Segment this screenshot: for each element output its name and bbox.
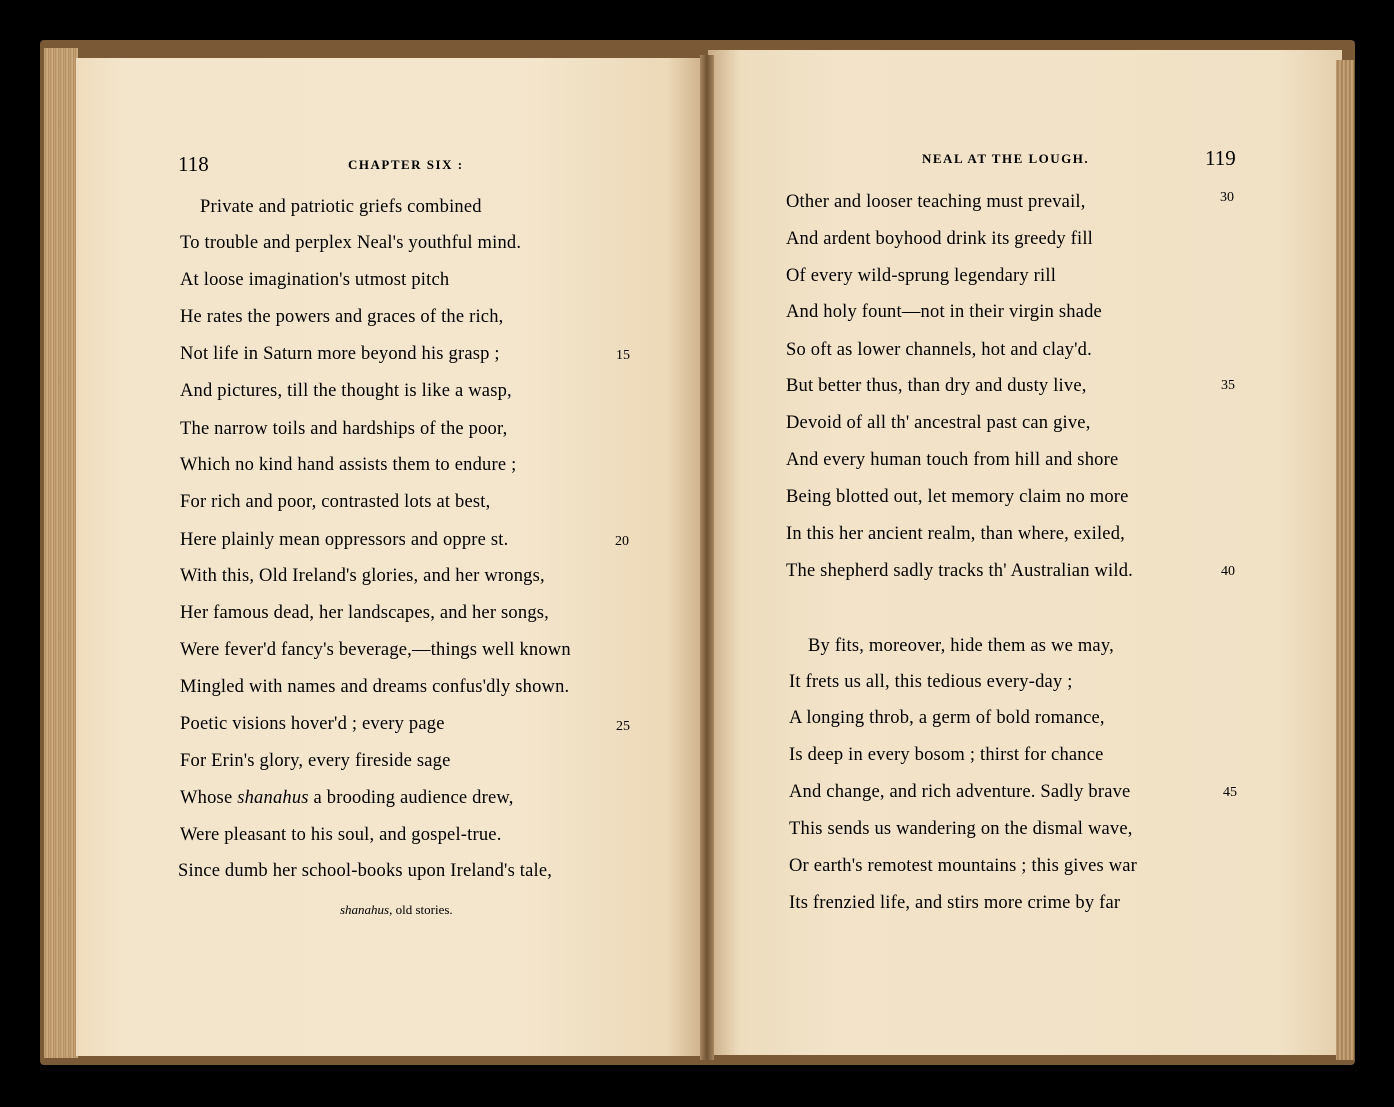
poem-line: To trouble and perplex Neal's youthful mind. (180, 233, 522, 253)
poem-line: Being blotted out, let memory claim no more (786, 487, 1129, 507)
poem-line: And holy fount—not in their virgin shade (786, 302, 1102, 322)
poem-line: A longing throb, a germ of bold romance, (789, 708, 1105, 728)
footnote-text: old stories. (395, 902, 453, 917)
line-number: 45 (1223, 785, 1237, 800)
poem-line: And pictures, till the thought is like a wasp, (180, 381, 512, 401)
poem-line: And ardent boyhood drink its greedy fill (786, 229, 1094, 249)
poem-line: Devoid of all th' ancestral past can give, (786, 413, 1091, 433)
page-number-right: 119 (1205, 146, 1236, 170)
poem-line: So oft as lower channels, hot and clay'd. (786, 340, 1092, 360)
poem-line: Poetic visions hover'd ; every page (180, 714, 445, 734)
page-number-left: 118 (178, 152, 209, 176)
footnote-term: shanahus, (340, 902, 393, 917)
poem-line-end: a brooding audience drew, (313, 788, 514, 808)
poem-line: Her famous dead, her landscapes, and her songs, (180, 603, 550, 623)
poem-line: This sends us wandering on the dismal wave, (789, 819, 1133, 839)
page-edges-left (44, 48, 78, 1058)
page-edges-right (1336, 60, 1354, 1060)
poem-line: Is deep in every bosom ; thirst for chance (789, 745, 1104, 765)
poem-line: Were pleasant to his soul, and gospel-true. (180, 825, 502, 845)
line-number: 25 (616, 719, 630, 734)
poem-line: Private and patriotic griefs combined (200, 197, 482, 217)
poem-line: Not life in Saturn more beyond his grasp ; (180, 344, 500, 364)
poem-line: For Erin's glory, every fireside sage (180, 751, 451, 771)
poem-line: Its frenzied life, and stirs more crime by far (789, 893, 1121, 913)
poem-line: But better thus, than dry and dusty live, (786, 376, 1087, 396)
poem-line: He rates the powers and graces of the rich, (180, 307, 504, 327)
poem-line: Of every wild-sprung legendary rill (786, 266, 1057, 286)
line-number: 15 (616, 348, 630, 363)
poem-line: And change, and rich adventure. Sadly brave (789, 782, 1131, 802)
poem-line: By fits, moreover, hide them as we may, (808, 636, 1114, 656)
footnote (340, 902, 453, 918)
poem-line: The shepherd sadly tracks th' Australian wild. (786, 561, 1133, 581)
poem-line: At loose imagination's utmost pitch (180, 270, 450, 290)
running-head-right: NEAL AT THE LOUGH. (922, 151, 1090, 166)
poem-line: Since dumb her school-books upon Ireland's tale, (178, 861, 553, 881)
book-gutter (700, 55, 714, 1060)
poem-line: Or earth's remotest mountains ; this gives war (789, 856, 1138, 876)
poem-line: In this her ancient realm, than where, exiled, (786, 524, 1125, 544)
poem-line: Were fever'd fancy's beverage,—things well known (180, 640, 571, 660)
poem-line: And every human touch from hill and shore (786, 450, 1119, 470)
poem-line: For rich and poor, contrasted lots at best, (180, 492, 491, 512)
poem-line-start: Whose (180, 788, 233, 808)
line-number: 20 (615, 534, 629, 549)
running-head-left: CHAPTER SIX : (348, 157, 464, 172)
line-number: 35 (1221, 378, 1235, 393)
poem-line: Here plainly mean oppressors and oppre st. (180, 530, 509, 550)
poem-line: With this, Old Ireland's glories, and her wrongs, (180, 566, 545, 586)
line-number: 30 (1220, 190, 1234, 205)
poem-line: The narrow toils and hardships of the poor, (180, 419, 508, 439)
poem-line: Other and looser teaching must prevail, (786, 192, 1086, 212)
poem-line (180, 788, 514, 809)
italic-term: shanahus (237, 788, 309, 808)
poem-line: It frets us all, this tedious every-day ; (789, 672, 1073, 692)
poem-line: Mingled with names and dreams confus'dly shown. (180, 677, 570, 697)
poem-line: Which no kind hand assists them to endure ; (180, 455, 517, 475)
line-number: 40 (1221, 564, 1235, 579)
